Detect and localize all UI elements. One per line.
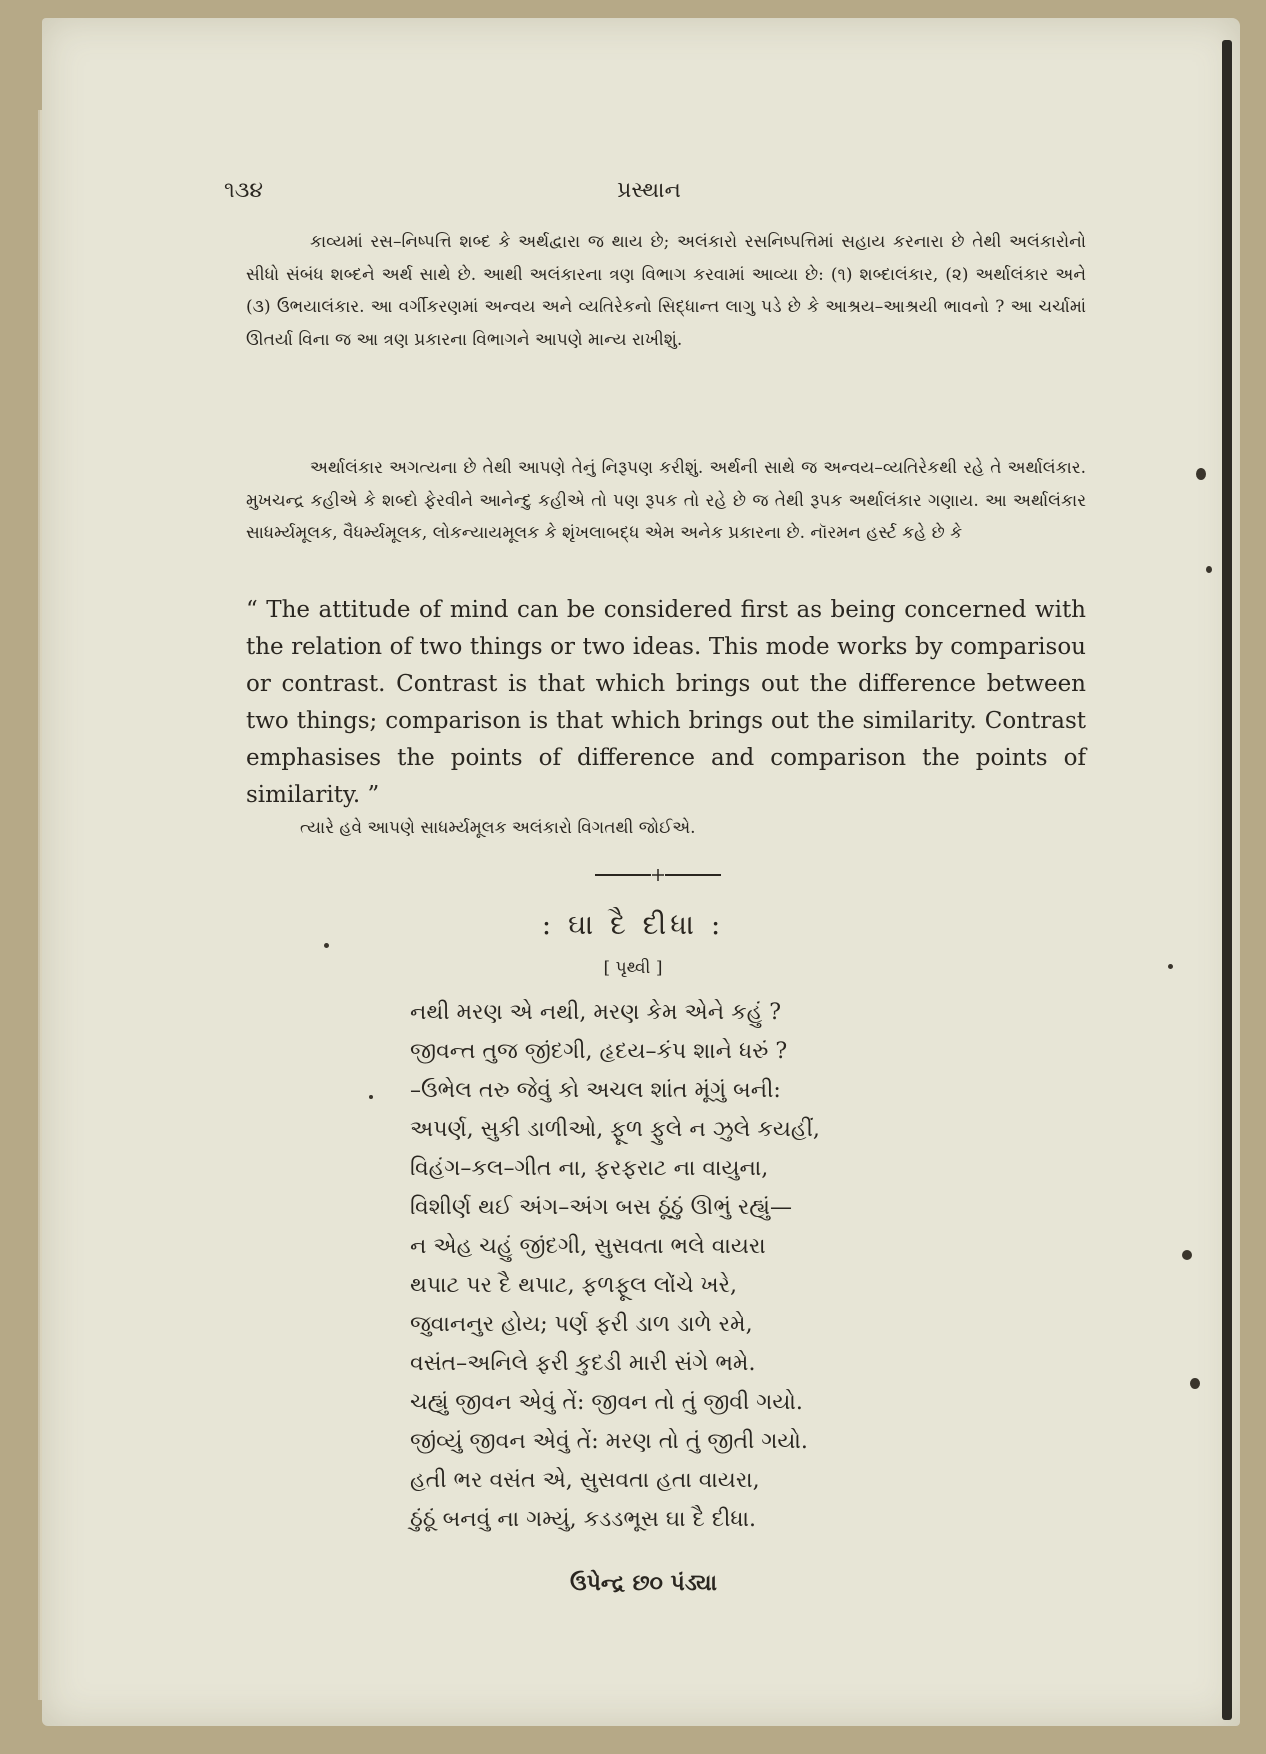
ink-speck — [1206, 566, 1212, 573]
poem-line: અપર્ણ, સુકી ડાળીઓ, ફૂળ ફુલે ન ઝુલે કયહીં, — [410, 1117, 820, 1142]
poem-line: થપાટ પર દૈ થપાટ, ફળફૂલ લોંચે ખરે, — [410, 1273, 737, 1298]
page-header — [224, 178, 1074, 210]
ink-speck — [1196, 468, 1206, 480]
ink-speck — [324, 943, 329, 948]
section-divider — [593, 868, 723, 882]
poem-line: જીંવ્યું જીવન એવું તેં: મરણ તો તું જીતી ગયો. — [410, 1429, 808, 1454]
poem-line: ન એહ ચહું જીંદગી, સુસવતા ભલે વાયરા — [410, 1234, 766, 1259]
ink-speck — [1182, 1250, 1192, 1260]
poem-line: જીવન્ત તુજ જીંદગી, હૃદય–કંપ શાને ધરું ? — [410, 1039, 788, 1064]
poem-line: હતી ભર વસંત એ, સુસવતા હતા વાયરા, — [410, 1468, 760, 1493]
paragraph-1: કાવ્યમાં રસ–નિષ્પત્તિ શબ્દ કે અર્થદ્વારા જ થાય છે; અલંકારો રસનિષ્પત્તિમાં સહાય કરનારા છે તેથી અલંકારોનો સીધો સંબંધ શબ્દને અર્થ સાથે છે. આથી અલંકારના ત્રણ વિભાગ કરવામાં આવ્યા છે: (૧) શબ્દાલંકાર, (૨) અર્થાલંકાર અને (૩) ઉભયાલંકાર. આ વર્ગીકરણમાં અન્વય અને વ્યતિરેકનો સિદ્ધાન્ત લાગુ પડે છે કે આશ્રય–આશ્રયી ભાવનો ? આ ચર્ચામાં ઊતર્યા વિના જ આ ત્રણ પ્રકારના વિભાગને આપણે માન્ય રાખીશું. — [246, 232, 1086, 350]
ink-speck — [369, 1095, 373, 1099]
poem-line: વિશીર્ણ થઈ અંગ–અંગ બસ ઠૂંઠું ઊભું રહ્યું— — [410, 1195, 792, 1220]
closing-sentence: ત્યારે હવે આપણે સાધર્મ્યમૂલક અલંકારો વિગતથી જોઈએ. — [300, 818, 696, 838]
poem-body — [410, 993, 930, 1539]
running-title: પ્રસ્થાન — [617, 178, 681, 203]
poem-line: –ઉભેલ તરુ જેવું કો અચલ શાંત મૂંગું બની: — [410, 1078, 781, 1103]
poem-line: જુવાનનુર હોય; પર્ણ ફરી ડાળ ડાળે રમે, — [410, 1312, 753, 1337]
poem-line: વિહંગ–કલ–ગીત ના, ફરફરાટ ના વાયુના, — [410, 1156, 769, 1181]
poem-meter: [ પૃથ્વી ] — [603, 958, 663, 978]
poem-title: : ઘા દૈ દીધા : — [541, 908, 725, 941]
page-binding-edge — [1222, 40, 1232, 1720]
english-quote: “ The attitude of mind can be considered first as being concerned with the relation of two things or two ideas. This mode works by comparisou or contrast. Contrast is that which brings out the difference between two things; comparison is that which brings out the similarity. Contrast emphasises the points of difference and comparison the points of similarity. ” — [246, 597, 1086, 808]
page-number: ૧૩૪ — [224, 178, 264, 203]
ink-speck — [1168, 964, 1173, 969]
paragraph-2: અર્થાલંકાર અગત્યના છે તેથી આપણે તેનું નિરૂપણ કરીશું. અર્થની સાથે જ અન્વય–વ્યતિરેકથી રહે તે અર્થાલંકાર. મુખચન્દ્ર કહીએ કે શબ્દો ફેરવીને આનેન્દુ કહીએ તો પણ રૂપક તો રહે છે જ તેથી રૂપક અર્થાલંકાર ગણાય. આ અર્થાલંકાર સાધર્મ્યમૂલક, વૈધર્મ્યમૂલક, લોકન્યાયમૂલક કે શૃંખલાબદ્ધ એમ અનેક પ્રકારના છે. નૉરમન હર્સ્ટ કહે છે કે — [246, 458, 1086, 543]
poem-line: નથી મરણ એ નથી, મરણ કેમ એને કહું ? — [410, 1000, 782, 1025]
ink-speck — [1190, 1378, 1200, 1389]
poem-author: ઉપેન્દ્ર છ૦ પંડ્યા — [570, 1570, 717, 1596]
poem-line: ચહ્યું જીવન એવું તેં: જીવન તો તું જીવી ગયો. — [410, 1390, 803, 1415]
poem-line: ઠુંઠૂં બનવું ના ગમ્યું, કડડભૂસ ઘા દૈ દીધા. — [410, 1507, 756, 1532]
poem-line: વસંત–અનિલે ફરી કુદડી મારી સંગે ભમે. — [410, 1351, 756, 1376]
